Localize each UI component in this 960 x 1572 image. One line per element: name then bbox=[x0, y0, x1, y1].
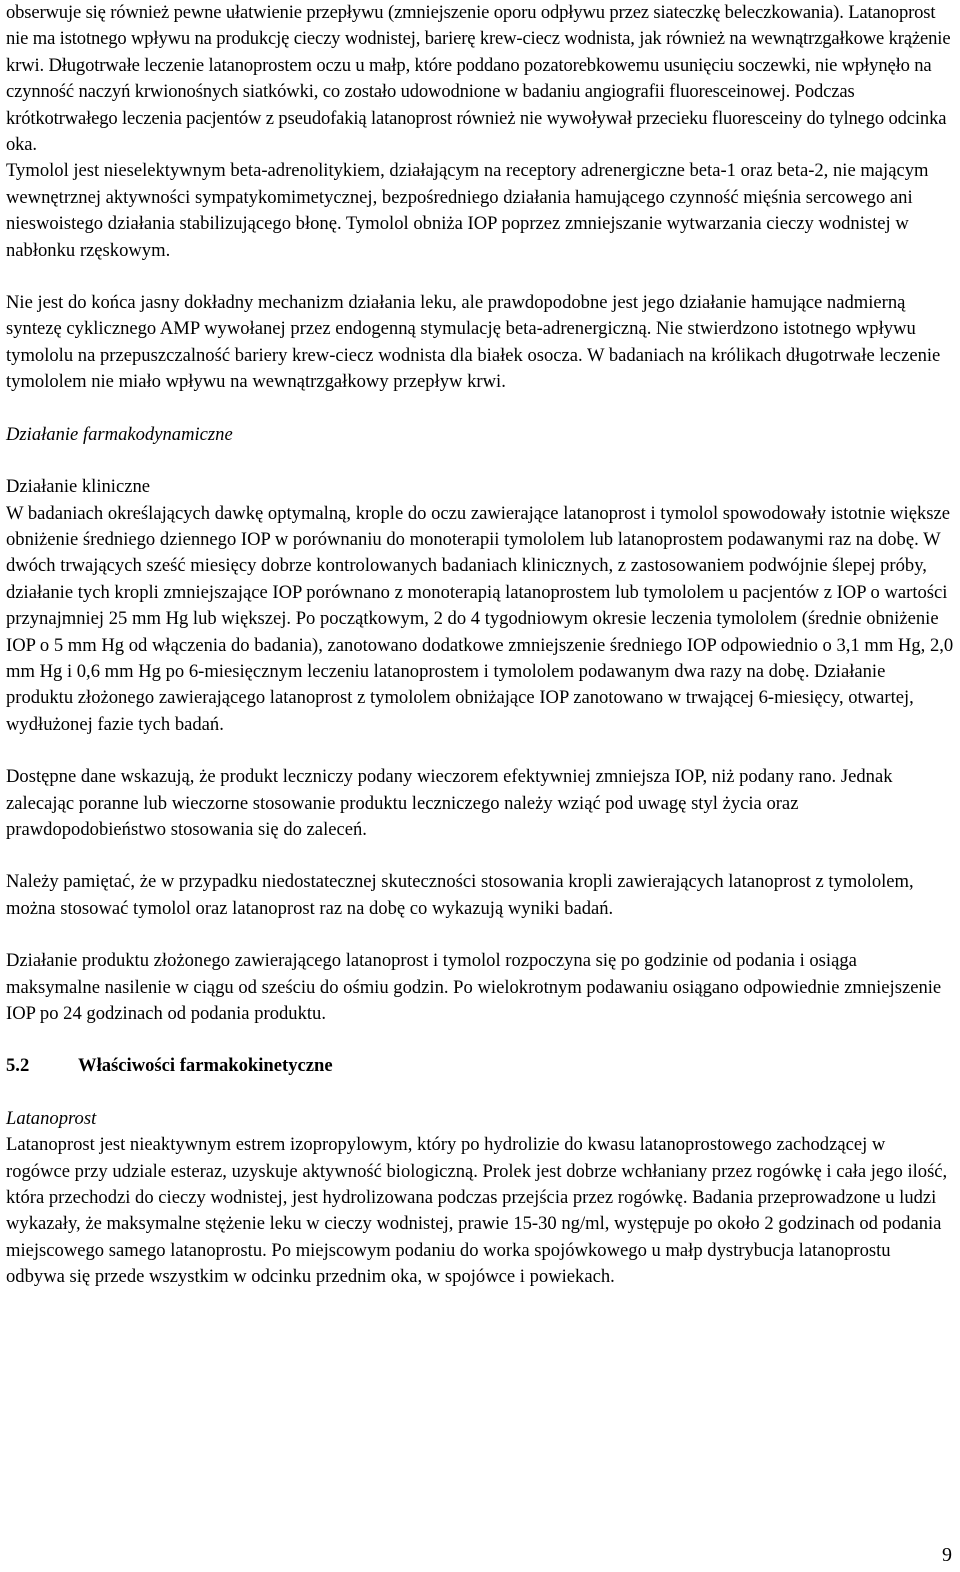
heading-pharmacodynamic: Działanie farmakodynamiczne bbox=[6, 423, 233, 445]
spacer bbox=[6, 396, 954, 422]
paragraph-tymolol-description: Tymolol jest nieselektywnym beta-adrenolitykiem, działającym na receptory adrenergiczne beta-1 oraz beta-2, nie mającym wewnętrznej aktywności sympatykomimetycznej, bezpośredniego działania hamującego czynność mięśnia sercowego ani nieswoistego działania stabilizującego błonę. Tymolol obniża IOP poprzez zmniejszanie wytwarzania cieczy wodnistej w nabłonku rzęskowym. bbox=[6, 160, 929, 261]
paragraph-evening-dosing: Dostępne dane wskazują, że produkt leczniczy podany wieczorem efektywniej zmniejsza IOP, niż podany rano. Jednak zalecając poranne lub wieczorne stosowanie produktu leczniczego należy wziąć pod uwagę styl życia oraz prawdopodobieństwo stosowania się do zaleceń. bbox=[6, 766, 893, 840]
spacer bbox=[6, 738, 954, 764]
section-heading bbox=[6, 1053, 954, 1079]
spacer bbox=[6, 448, 954, 474]
spacer bbox=[6, 843, 954, 869]
paragraph-latanoprost-flow: obserwuje się również pewne ułatwienie przepływu (zmniejszenie oporu odpływu przez siateczkę beleczkowania). Latanoprost nie ma istotnego wpływu na produkcję cieczy wodnistej, barierę krew-ciecz wodnista, jak również na wewnątrzgałkowe krążenie krwi. Długotrwałe leczenie latanoprostem oczu u małp, które poddano pozatorebkowemu usunięciu soczewki, nie wpłynęło na czynność naczyń krwionośnych siatkówki, co zostało udowodnione w badaniu angiografii fluoresceinowej. Podczas krótkotrwałego leczenia pacjentów z pseudofakią latanoprost również nie wywoływał przecieku fluoresceiny do tylnego odcinka oka. bbox=[6, 2, 951, 156]
paragraph-mechanism: Nie jest do końca jasny dokładny mechanizm działania leku, ale prawdopodobne jest jego działanie hamujące nadmierną syntezę cyklicznego AMP wywołanej przez endogenną stymulację beta-adrenergiczną. Nie stwierdzono istotnego wpływu tymololu na przepuszczalność bariery krew-ciecz wodnista dla białek osocza. W badaniach na królikach długotrwałe leczenie tymololem nie miało wpływu na wewnątrzgałkowy przepływ krwi. bbox=[6, 292, 941, 393]
spacer bbox=[6, 264, 954, 290]
paragraph-clinical-studies: W badaniach określających dawkę optymalną, krople do oczu zawierające latanoprost i tymolol spowodowały istotnie większe obniżenie średniego dziennego IOP w porównaniu do monoterapii tymololem lub latanoprostem podawanymi raz na dobę. W dwóch trwających sześć miesięcy dobrze kontrolowanych badaniach klinicznych, z zastosowaniem podwójnie ślepej próby, działanie tych kropli zmniejszające IOP porównano z monoterapią latanoprostem lub tymololem u pacjentów z IOP o wartości przynajmniej 25 mm Hg lub większej. Po początkowym, 2 do 4 tygodniowym okresie leczenia tymololem (średnie obniżenie IOP o 5 mm Hg od włączenia do badania), zanotowano dodatkowe zmniejszenie średniego IOP odpowiednio o 3,1 mm Hg, 2,0 mm Hg i 0,6 mm Hg po 6-miesięcznym leczeniu latanoprostem i tymololem podawanym dwa razy na dobę. Działanie produktu złożonego zawierającego latanoprost z tymololem obniżające IOP zanotowano w trwającej 6-miesięcy, otwartej, wydłużonej fazie tych badań. bbox=[6, 502, 954, 735]
spacer bbox=[6, 1027, 954, 1053]
document-page bbox=[6, 0, 954, 1291]
spacer bbox=[6, 1080, 954, 1106]
paragraph-onset: Działanie produktu złożonego zawierającego latanoprost i tymolol rozpoczyna się po godzinie od podania i osiąga maksymalne nasilenie w ciągu od sześciu do ośmiu godzin. Po wielokrotnym podawaniu osiągano odpowiednie zmniejszenie IOP po 24 godzinach od podania produktu. bbox=[6, 950, 942, 1024]
page-number: 9 bbox=[942, 1544, 952, 1566]
spacer bbox=[6, 922, 954, 948]
section-title: Właściwości farmakokinetyczne bbox=[78, 1055, 333, 1077]
paragraph-latanoprost-pharmacokinetics: Latanoprost jest nieaktywnym estrem izopropylowym, który po hydrolizie do kwasu latanoprostowego zachodzącej w rogówce przy udziale esteraz, uzyskuje aktywność biologiczną. Prolek jest dobrze wchłaniany przez rogówkę i cała jego ilość, która przechodzi do cieczy wodnistej, jest hydrolizowana podczas przejścia przez rogówkę. Badania przeprowadzone u ludzi wykazały, że maksymalne stężenie leku w cieczy wodnistej, prawie 15-30 ng/ml, występuje po około 2 godzinach od podania miejscowego samego latanoprostu. Po miejscowym podaniu do worka spojówkowego u małp dystrybucja latanoprostu odbywa się przede wszystkim w odcinku przednim oka, w spojówce i powiekach. bbox=[6, 1134, 948, 1288]
heading-clinical: Działanie kliniczne bbox=[6, 476, 151, 498]
heading-latanoprost: Latanoprost bbox=[6, 1107, 97, 1129]
section-number: 5.2 bbox=[6, 1055, 30, 1077]
paragraph-insufficient-efficacy: Należy pamiętać, że w przypadku niedostatecznej skuteczności stosowania kropli zawierających latanoprost z tymololem, można stosować tymolol oraz latanoprost raz na dobę co wykazują wyniki badań. bbox=[6, 871, 914, 919]
